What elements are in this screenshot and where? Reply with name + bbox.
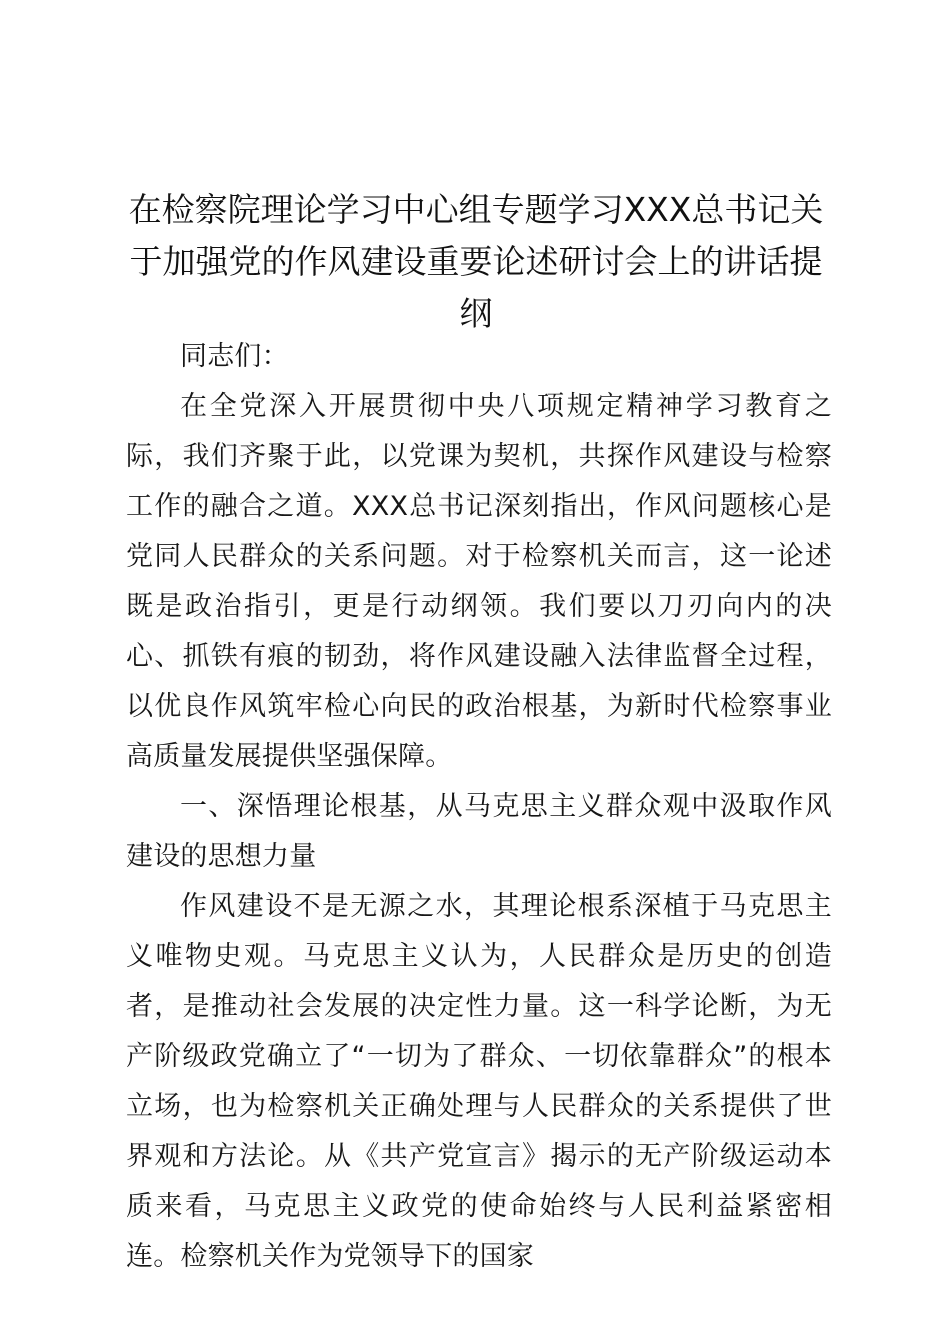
paragraph-section-1: 作风建设不是无源之水，其理论根系深植于马克思主义唯物史观。马克思主义认为，人民群众是历史的创造者，是推动社会发展的决定性力量。这一科学论断，为无产阶级政党确立了“一切为了群众、一切依靠群众”的根本立场，也为检察机关正确处理与人民群众的关系提供了世界观和方法论。从《共产党宣言》揭示的无产阶级运动本质来看，马克思主义政党的使命始终与人民利益紧密相连。检察机关作为党领导下的国家 [126, 891, 832, 1272]
section-heading-1: 一、深悟理论根基，从马克思主义群众观中汲取作风建设的思想力量 [126, 791, 832, 872]
greeting: 同志们： [180, 341, 289, 372]
document-title: 在检察院理论学习中心组专题学习XXX总书记关于加强党的作风建设重要论述研讨会上的讲话提纲 [128, 190, 824, 333]
document-body [126, 332, 832, 1282]
paragraph-intro: 在全党深入开展贯彻中央八项规定精神学习教育之际，我们齐聚于此，以党课为契机，共探作风建设与检察工作的融合之道。XXX总书记深刻指出，作风问题核心是党同人民群众的关系问题。对于检察机关而言，这一论述既是政治指引，更是行动纲领。我们要以刀刃向内的决心、抓铁有痕的韧劲，将作风建设融入法律监督全过程，以优良作风筑牢检心向民的政治根基，为新时代检察事业高质量发展提供坚强保障。 [126, 391, 832, 772]
